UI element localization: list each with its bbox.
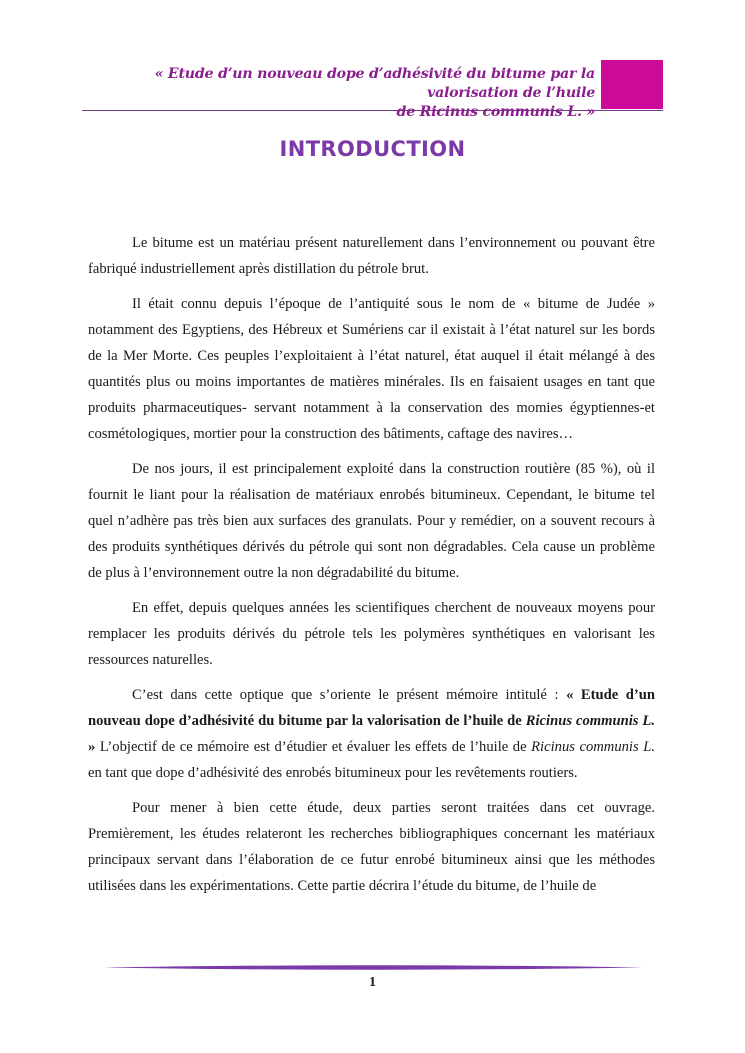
header-title-line-2: de Ricinus communis L. » [396, 104, 595, 120]
paragraph-1: Le bitume est un matériau présent naturellement dans l’environnement ou pouvant être fabriqué industriellement après distillation du pétrole brut. [88, 235, 655, 277]
p5-tail: en tant que dope d’adhésivité des enrobés bitumineux pour les revêtements routiers. [88, 765, 578, 781]
paragraph-4: En effet, depuis quelques années les scientifiques cherchent de nouveaux moyens pour remplacer les produits dérivés du pétrole tels les polymères synthétiques en valorisant les ressources naturelles. [88, 600, 655, 668]
paragraph-5 [88, 682, 655, 786]
paragraph-2: Il était connu depuis l’époque de l’antiquité sous le nom de « bitume de Judée » notamment des Egyptiens, des Hébreux et Sumériens car il existait à l’état naturel sur les bords de la Mer Morte. Ces peuples l’exploitaient à l’état naturel, état auquel il était mélangé à des quantités plus ou moins importantes de matières minérales. Ils en faisaient usages en tant que produits pharmaceutiques- servant notamment à la conservation des momies égyptiennes-et cosmétologiques, mortier pour la construction des bâtiments, caftage des navires… [88, 296, 655, 442]
p5-lead: C’est dans cette optique que s’oriente le présent mémoire intitulé : [132, 687, 567, 703]
paragraph-3: De nos jours, il est principalement exploité dans la construction routière (85 %), où il fournit le liant pour la réalisation de matériaux enrobés bitumineux. Cependant, le bitume tel quel n’adhère pas très bien aux surfaces des granulats. Pour y remédier, on a souvent recours à des produits synthétiques dérivés du pétrole qui sont non dégradables. Cela cause un problème de plus à l’environnement outre la non dégradabilité du bitume. [88, 461, 655, 581]
thesis-title-species: Ricinus communis L. [525, 713, 655, 729]
footer-rule [104, 964, 643, 971]
body-text [88, 230, 655, 908]
thesis-title-text: « Etude d’un nouveau dope d’adhésivité du bitume par la valorisation de l’huile de [88, 687, 656, 729]
page-number: 1 [369, 975, 376, 990]
p5-mid: L’objectif de ce mémoire est d’étudier et évaluer les effets de l’huile de [95, 739, 532, 755]
header-accent-block [601, 60, 663, 109]
species-name: Ricinus communis L. [531, 739, 655, 755]
paragraph-6: Pour mener à bien cette étude, deux parties seront traitées dans cet ouvrage. Premièrement, les études relateront les recherches bibliographiques concernant les matériaux principaux servant dans l’élaboration de ce futur enrobé bitumineux ainsi que les méthodes utilisées dans les expérimentations. Cette partie décrira l’étude du bitume, de l’huile de [88, 800, 655, 894]
running-header [82, 60, 663, 120]
page-heading: INTRODUCTION [279, 137, 466, 161]
header-title-line-1: « Etude d’un nouveau dope d’adhésivité du bitume par la valorisation de l’huile [154, 66, 595, 101]
thesis-title-close: » [88, 739, 96, 755]
header-title [95, 65, 595, 122]
